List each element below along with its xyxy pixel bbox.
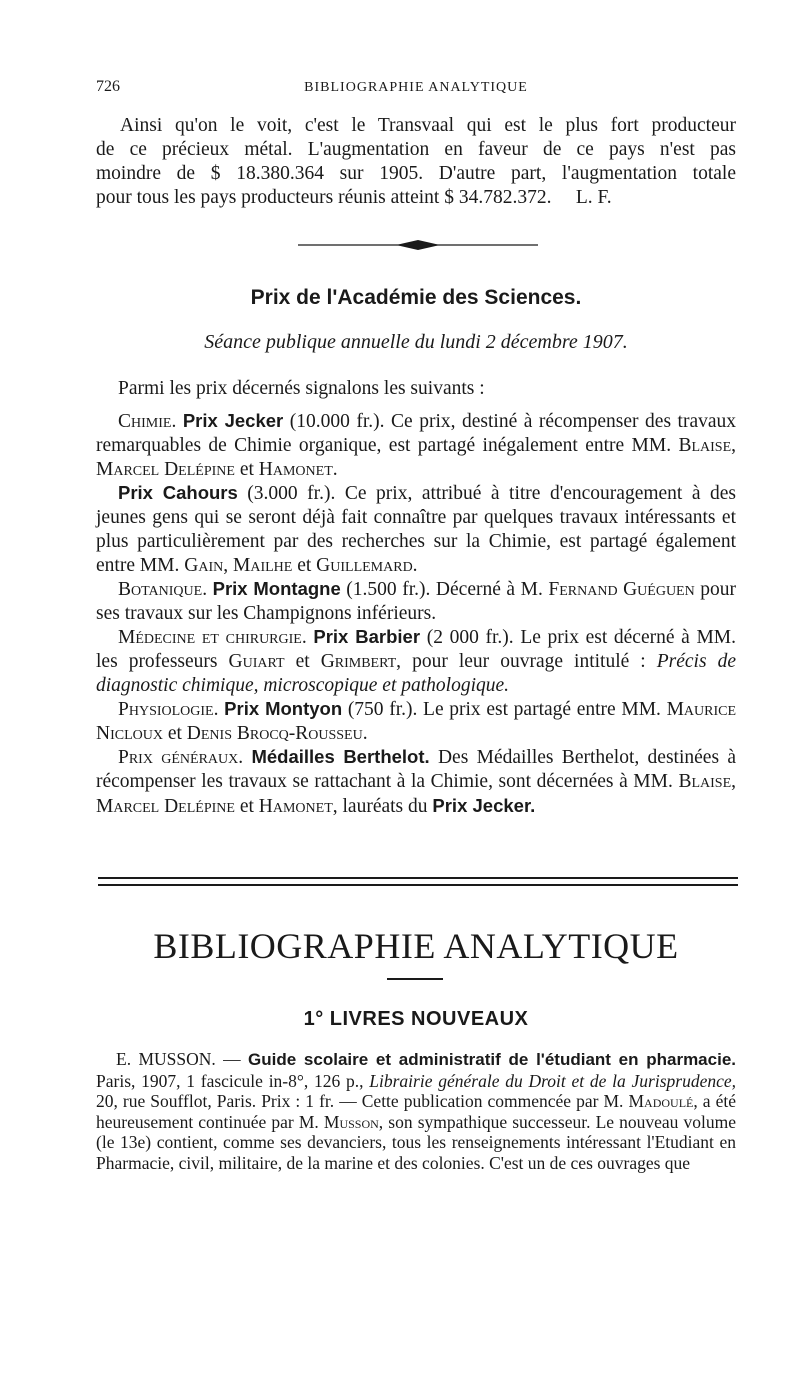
- laureate-names: Blaise, Marcel Delépine: [96, 435, 736, 480]
- entry-text: Le prix est partagé entre: [423, 699, 616, 720]
- prize-reference: Prix Jecker.: [432, 795, 536, 816]
- intro-line: de ce précieux métal. L'augmentation en faveur de ce pays n'est pas: [96, 139, 736, 160]
- prize-amount: (3.000 fr.).: [247, 483, 336, 504]
- prize-name: Prix Montagne: [212, 578, 341, 599]
- laureate-names: Gain, Mailhe: [184, 555, 293, 576]
- entry-text: Ce prix, attribué à titre d'encouragement à des jeunes gens qui se seront déjà fait connaître par quelques travaux intéressants et plus particulièrement par des recherches sur la Chimie,: [96, 483, 737, 552]
- ornament-divider: [298, 238, 538, 252]
- double-rule-top: [98, 877, 738, 879]
- intro-paragraph: [96, 114, 736, 210]
- prize-name: Prix Montyon: [224, 698, 343, 719]
- prize-amount: (1.500 fr.).: [346, 579, 431, 600]
- prize-name: Médailles Berthelot.: [251, 746, 430, 767]
- entry-text: Décerné à M.: [435, 579, 543, 600]
- section-label: Chimie.: [118, 411, 177, 432]
- laureate-name: Denis Brocq-Rousseu.: [186, 723, 368, 744]
- entry-generaux: [96, 745, 736, 819]
- entry-text: Des Médailles Berthelot, destinées à récompenser les travaux se rattachant à la Chimie, sont décernées à MM.: [96, 747, 737, 792]
- entry-text: est partagé également entre MM.: [96, 531, 737, 576]
- prize-amount: (750 fr.).: [347, 699, 418, 720]
- intro-line: pour tous les pays producteurs réunis atteint $ 34.782.372. L. F.: [96, 187, 612, 208]
- subsection-title: 1° LIVRES NOUVEAUX: [303, 1008, 529, 1030]
- book-title: Guide scolaire et administratif de l'étudiant en pharmacie.: [248, 1050, 736, 1069]
- entry-botanique: [96, 577, 736, 626]
- section-label: Prix généraux.: [118, 747, 244, 768]
- laureate-name: Maurice Nicloux: [96, 699, 737, 744]
- entry-physiologie: [96, 697, 736, 746]
- laureate-name: Hamonet,: [258, 796, 338, 817]
- book-publisher: Librairie générale du Droit et de la Jurisprudence,: [369, 1070, 737, 1091]
- entry-chimie: [96, 409, 736, 482]
- entry-text: lauréats du: [342, 796, 428, 817]
- laureate-name: Grimbert,: [320, 651, 402, 672]
- section-label: Médecine et chirurgie.: [118, 627, 307, 648]
- laureate-name: Guiart: [228, 651, 285, 672]
- laureate-name: Fernand Guéguen: [548, 579, 695, 600]
- book-address: 20, rue Soufflot, Paris. Prix : 1 fr. — Cette publication commencée par M.: [96, 1091, 624, 1111]
- running-head: [96, 78, 736, 100]
- prize-amount: (2 000 fr.).: [426, 627, 514, 648]
- laureate-name: Hamonet.: [258, 459, 338, 480]
- section-label: Physiologie.: [118, 699, 219, 720]
- conjunction: et: [295, 651, 310, 672]
- intro-line: moindre de $ 18.380.364 sur 1905. D'autre part, l'augmentation totale: [96, 163, 736, 184]
- entry-text: pour leur ouvrage intitulé :: [412, 651, 646, 672]
- entry-medecine: [96, 625, 736, 698]
- entry-text: pour ses travaux sur les Champignons inférieurs.: [96, 579, 737, 624]
- prize-name: Prix Cahours: [118, 482, 238, 503]
- prize-amount: (10.000 fr.).: [289, 411, 385, 432]
- laureate-names: Blaise, Marcel Delépine: [96, 771, 737, 817]
- conjunction: et: [167, 723, 182, 744]
- prize-name: Prix Jecker: [182, 410, 284, 431]
- running-title: BIBLIOGRAPHIE ANALYTIQUE: [304, 80, 528, 95]
- entry-text: Le prix est décerné à MM. les professeurs: [96, 627, 737, 672]
- entry-cahours: [96, 481, 736, 578]
- person-name: Musson,: [323, 1111, 384, 1132]
- laureate-name: Guillemard.: [316, 555, 418, 576]
- entry-text: entre MM.: [585, 435, 672, 456]
- person-name: Madoulé,: [628, 1091, 698, 1111]
- conjunction: et: [239, 459, 254, 480]
- intro-line: Ainsi qu'on le voit, c'est le Transvaal qui est le plus fort producteur: [120, 115, 736, 136]
- section-label: Botanique.: [118, 579, 208, 600]
- entry-text: MM.: [621, 699, 661, 720]
- entry-text: son sympathique successeur. Le nouveau volume (le 13e) contient, comme ses devanciers, tous les renseignements intéressant l'Etudiant en Pharmacie, civil, militaire, de la marine et des colonies. C'est un de ces ouvrages que: [96, 1111, 737, 1173]
- entry-text: a été heureusement continuée par M.: [96, 1091, 737, 1132]
- conjunction: et: [297, 555, 312, 576]
- prize-name: Prix Barbier: [313, 626, 421, 647]
- section-title: Prix de l'Académie des Sciences.: [250, 286, 582, 309]
- book-entry: [96, 1049, 736, 1173]
- entry-text: Ce prix, destiné à récompenser des travaux remarquables de Chimie organique, est partagé inégalement: [96, 411, 737, 456]
- section-subtitle: Séance publique annuelle du lundi 2 décembre 1907.: [204, 331, 628, 353]
- book-details: Paris, 1907, 1 fascicule in-8°, 126 p.,: [96, 1070, 364, 1091]
- conjunction: et: [239, 796, 254, 817]
- page-number: 726: [96, 78, 120, 95]
- bibliography-title: BIBLIOGRAPHIE ANALYTIQUE: [153, 926, 679, 966]
- book-author: E. MUSSON. —: [116, 1049, 241, 1069]
- title-underline: [387, 978, 443, 980]
- double-rule-bottom: [98, 884, 738, 886]
- work-title: Précis de diagnostic chimique, microscopique et pathologique.: [96, 651, 736, 696]
- prix-intro: Parmi les prix décernés signalons les suivants :: [118, 378, 485, 399]
